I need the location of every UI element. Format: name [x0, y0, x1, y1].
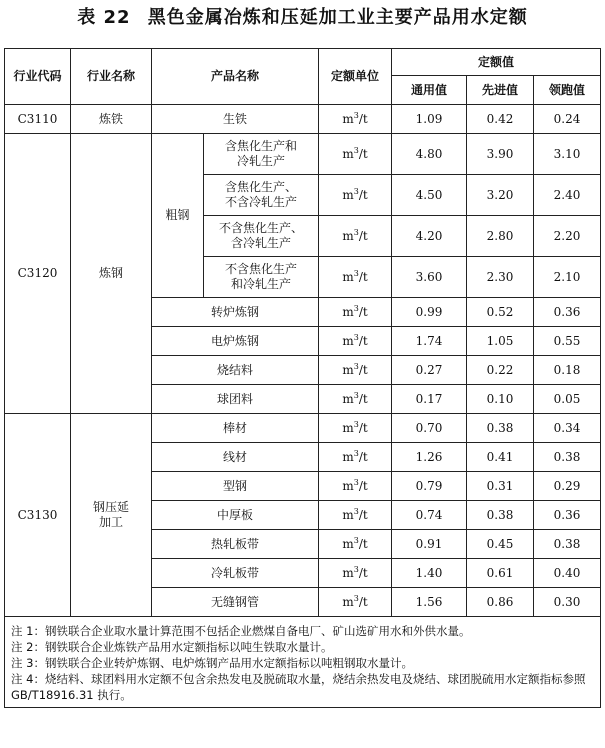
header-advanced: 先进值 — [467, 76, 534, 105]
advanced-value: 0.42 — [467, 105, 534, 134]
leading-value: 3.10 — [534, 134, 601, 175]
leading-value: 0.38 — [534, 530, 601, 559]
water-quota-table — [4, 48, 601, 708]
leading-value: 0.24 — [534, 105, 601, 134]
product-name: 烧结料 — [152, 356, 319, 385]
table-row — [5, 414, 601, 443]
leading-value: 0.29 — [534, 472, 601, 501]
leading-value: 0.05 — [534, 385, 601, 414]
unit-cell: $m^3/t$ — [319, 105, 392, 134]
general-value: 0.79 — [392, 472, 467, 501]
table-row — [5, 134, 601, 175]
unit-cell: $m^3/t$ — [319, 216, 392, 257]
unit-cell: $m^3/t$ — [319, 385, 392, 414]
general-value: 1.26 — [392, 443, 467, 472]
product-name: 球团料 — [152, 385, 319, 414]
unit-cell: $m^3/t$ — [319, 443, 392, 472]
industry-code: C3110 — [5, 105, 71, 134]
product-name: 含焦化生产、 不含冷轧生产 — [204, 175, 319, 216]
general-value: 0.99 — [392, 298, 467, 327]
general-value: 3.60 — [392, 257, 467, 298]
general-value: 4.50 — [392, 175, 467, 216]
header-row — [5, 49, 601, 76]
header-industry: 行业名称 — [71, 49, 152, 105]
advanced-value: 3.20 — [467, 175, 534, 216]
notes-row — [5, 617, 601, 708]
unit-cell: $m^3/t$ — [319, 530, 392, 559]
unit-cell: $m^3/t$ — [319, 134, 392, 175]
table-title — [0, 6, 605, 30]
industry-name: 钢压延 加工 — [71, 414, 152, 617]
product-name: 转炉炼钢 — [152, 298, 319, 327]
header-leading: 领跑值 — [534, 76, 601, 105]
advanced-value: 0.38 — [467, 501, 534, 530]
industry-code: C3120 — [5, 134, 71, 414]
leading-value: 2.40 — [534, 175, 601, 216]
header-unit: 定额单位 — [319, 49, 392, 105]
leading-value: 0.36 — [534, 501, 601, 530]
general-value: 1.56 — [392, 588, 467, 617]
note-2: 注 2：钢铁联合企业炼铁产品用水定额指标以吨生铁取水量计。 — [11, 640, 333, 654]
table-row — [5, 105, 601, 134]
leading-value: 0.30 — [534, 588, 601, 617]
unit-cell: $m^3/t$ — [319, 327, 392, 356]
advanced-value: 0.45 — [467, 530, 534, 559]
unit-cell: $m^3/t$ — [319, 414, 392, 443]
advanced-value: 0.52 — [467, 298, 534, 327]
general-value: 4.20 — [392, 216, 467, 257]
industry-name: 炼钢 — [71, 134, 152, 414]
general-value: 0.17 — [392, 385, 467, 414]
unit-cell: $m^3/t$ — [319, 472, 392, 501]
general-value: 0.74 — [392, 501, 467, 530]
unit-cell: $m^3/t$ — [319, 588, 392, 617]
advanced-value: 2.80 — [467, 216, 534, 257]
note-4: 注 4：烧结料、球团料用水定额不包含余热发电及脱硫取水量，烧结余热发电及烧结、球团脱硫用水定额指标参照 GB/T18916.31 执行。 — [11, 672, 586, 702]
general-value: 4.80 — [392, 134, 467, 175]
product-name: 含焦化生产和 冷轧生产 — [204, 134, 319, 175]
advanced-value: 0.31 — [467, 472, 534, 501]
leading-value: 0.36 — [534, 298, 601, 327]
leading-value: 0.18 — [534, 356, 601, 385]
product-name: 型钢 — [152, 472, 319, 501]
notes-cell — [5, 617, 601, 708]
general-value: 0.91 — [392, 530, 467, 559]
advanced-value: 2.30 — [467, 257, 534, 298]
leading-value: 0.55 — [534, 327, 601, 356]
product-name: 生铁 — [152, 105, 319, 134]
general-value: 0.70 — [392, 414, 467, 443]
table-title-text: 黑色金属冶炼和压延加工业主要产品用水定额 — [147, 7, 528, 28]
advanced-value: 0.86 — [467, 588, 534, 617]
unit-cell: $m^3/t$ — [319, 175, 392, 216]
general-value: 1.74 — [392, 327, 467, 356]
industry-code: C3130 — [5, 414, 71, 617]
product-name: 棒材 — [152, 414, 319, 443]
header-code: 行业代码 — [5, 49, 71, 105]
advanced-value: 3.90 — [467, 134, 534, 175]
advanced-value: 0.10 — [467, 385, 534, 414]
unit-cell: $m^3/t$ — [319, 298, 392, 327]
general-value: 1.40 — [392, 559, 467, 588]
product-name: 线材 — [152, 443, 319, 472]
product-name: 电炉炼钢 — [152, 327, 319, 356]
advanced-value: 0.61 — [467, 559, 534, 588]
unit-cell: $m^3/t$ — [319, 257, 392, 298]
header-quota: 定额值 — [392, 49, 601, 76]
advanced-value: 0.38 — [467, 414, 534, 443]
leading-value: 2.10 — [534, 257, 601, 298]
product-group-crude-steel: 粗钢 — [152, 134, 204, 298]
unit-cell: $m^3/t$ — [319, 501, 392, 530]
product-name: 冷轧板带 — [152, 559, 319, 588]
unit-cell: $m^3/t$ — [319, 559, 392, 588]
table-number: 表 22 — [77, 7, 131, 28]
product-name: 无缝钢管 — [152, 588, 319, 617]
header-general: 通用值 — [392, 76, 467, 105]
advanced-value: 0.22 — [467, 356, 534, 385]
general-value: 0.27 — [392, 356, 467, 385]
leading-value: 0.38 — [534, 443, 601, 472]
unit-cell: $m^3/t$ — [319, 356, 392, 385]
leading-value: 0.40 — [534, 559, 601, 588]
product-name: 不含焦化生产 和冷轧生产 — [204, 257, 319, 298]
note-1: 注 1：钢铁联合企业取水量计算范围不包括企业燃煤自备电厂、矿山选矿用水和外供水量。 — [11, 624, 471, 638]
header-product: 产品名称 — [152, 49, 319, 105]
note-3: 注 3：钢铁联合企业转炉炼钢、电炉炼钢产品用水定额指标以吨粗钢取水量计。 — [11, 656, 413, 670]
leading-value: 2.20 — [534, 216, 601, 257]
product-name: 热轧板带 — [152, 530, 319, 559]
product-name: 中厚板 — [152, 501, 319, 530]
advanced-value: 0.41 — [467, 443, 534, 472]
advanced-value: 1.05 — [467, 327, 534, 356]
general-value: 1.09 — [392, 105, 467, 134]
product-name: 不含焦化生产、 含冷轧生产 — [204, 216, 319, 257]
industry-name: 炼铁 — [71, 105, 152, 134]
leading-value: 0.34 — [534, 414, 601, 443]
